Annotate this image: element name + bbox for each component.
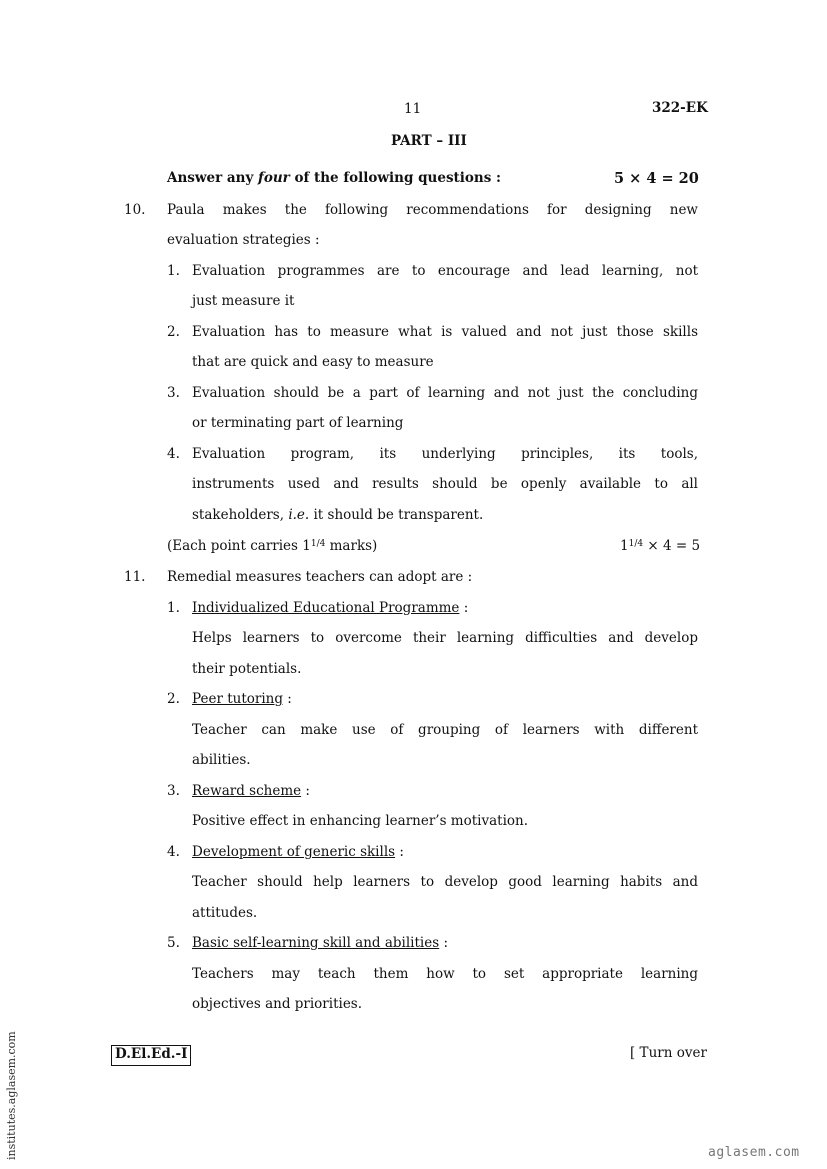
heading-text: Individualized Educational Programme — [192, 600, 460, 616]
question-number-10: 10. — [124, 202, 146, 218]
instruction-post: of the following questions : — [289, 170, 502, 186]
side-url: institutes.aglasem.com — [5, 1031, 18, 1160]
q11-item-3-line-1: Positive effect in enhancing learner’s motivation. — [192, 813, 528, 829]
q11-item-1-line-2: their potentials. — [192, 661, 302, 677]
total-marks: 5 × 4 = 20 — [614, 170, 699, 187]
q10-marks-note — [167, 540, 377, 554]
q10-item-3-line-2: or terminating part of learning — [192, 415, 404, 431]
q11-item-4-heading: Development of generic skills : — [192, 844, 404, 860]
q11-item-2-line-2: abilities. — [192, 752, 251, 768]
q10-text-line-2: evaluation strategies : — [167, 232, 320, 248]
q10-marks-total — [620, 540, 700, 554]
heading-text: Reward scheme — [192, 783, 302, 799]
q10-item-4-line-2: instruments used and results should be openly available to all — [192, 476, 698, 492]
note-post: marks) — [325, 538, 378, 554]
q11-item-4-line-1: Teacher should help learners to develop good learning habits and — [192, 874, 698, 890]
note-pre: (Each point carries 1 — [167, 538, 311, 554]
q11-intro: Remedial measures teachers can adopt are : — [167, 569, 473, 585]
q11-item-1-heading: Individualized Educational Programme : — [192, 600, 469, 616]
turn-over: [ Turn over — [630, 1045, 707, 1061]
q10-text-line-1: Paula makes the following recommendations for designing new — [167, 202, 698, 218]
q11-item-5-line-1: Teachers may teach them how to set appropriate learning — [192, 966, 698, 982]
q11-item-number: 5. — [167, 935, 180, 951]
heading-text: Peer tutoring — [192, 691, 283, 707]
instruction-emphasis: four — [258, 170, 290, 186]
q10-item-2-line-2: that are quick and easy to measure — [192, 354, 434, 370]
course-code-box: D.El.Ed.-I — [111, 1045, 191, 1066]
instruction-pre: Answer any — [167, 170, 259, 186]
paper-code: 322-EK — [652, 100, 708, 116]
q10-item-number: 4. — [167, 446, 180, 462]
marks-post: × 4 = 5 — [643, 538, 701, 554]
q10-item-3-line-1: Evaluation should be a part of learning and not just the concluding — [192, 385, 698, 401]
marks-fraction: 1/4 — [628, 539, 644, 549]
instruction — [167, 172, 501, 186]
question-number-11: 11. — [124, 569, 146, 585]
q10-item-number: 1. — [167, 263, 180, 279]
q10-item-1-line-1: Evaluation programmes are to encourage and lead learning, not — [192, 263, 698, 279]
q10-item-1-line-2: just measure it — [192, 293, 295, 309]
q10-item-4-line-3 — [192, 509, 483, 523]
q11-item-2-heading: Peer tutoring : — [192, 691, 292, 707]
heading-text: Basic self-learning skill and abilities — [192, 935, 440, 951]
q11-item-number: 4. — [167, 844, 180, 860]
page-number: 11 — [404, 101, 422, 117]
q11-item-2-line-1: Teacher can make use of grouping of learners with different — [192, 722, 698, 738]
q10-item-2-line-1: Evaluation has to measure what is valued and not just those skills — [192, 324, 698, 340]
watermark: aglasem.com — [708, 1145, 800, 1160]
q11-item-4-line-2: attitudes. — [192, 905, 258, 921]
q10-item-4-line-1: Evaluation program, its underlying principles, its tools, — [192, 446, 698, 462]
q11-item-number: 1. — [167, 600, 180, 616]
q10-item-4-line-3-post: it should be transparent. — [309, 507, 484, 523]
q10-item-number: 2. — [167, 324, 180, 340]
q11-item-5-heading: Basic self-learning skill and abilities : — [192, 935, 449, 951]
q10-item-4-line-3-em: i.e. — [288, 507, 310, 523]
q10-item-4-line-3-pre: stakeholders, — [192, 507, 289, 523]
note-fraction: 1/4 — [310, 539, 326, 549]
q11-item-5-line-2: objectives and priorities. — [192, 996, 363, 1012]
q11-item-3-heading: Reward scheme : — [192, 783, 310, 799]
marks-pre: 1 — [620, 538, 629, 554]
q11-item-number: 2. — [167, 691, 180, 707]
heading-text: Development of generic skills — [192, 844, 396, 860]
q11-item-number: 3. — [167, 783, 180, 799]
part-title: PART – III — [391, 133, 467, 149]
q11-item-1-line-1: Helps learners to overcome their learning difficulties and develop — [192, 630, 698, 646]
q10-item-number: 3. — [167, 385, 180, 401]
